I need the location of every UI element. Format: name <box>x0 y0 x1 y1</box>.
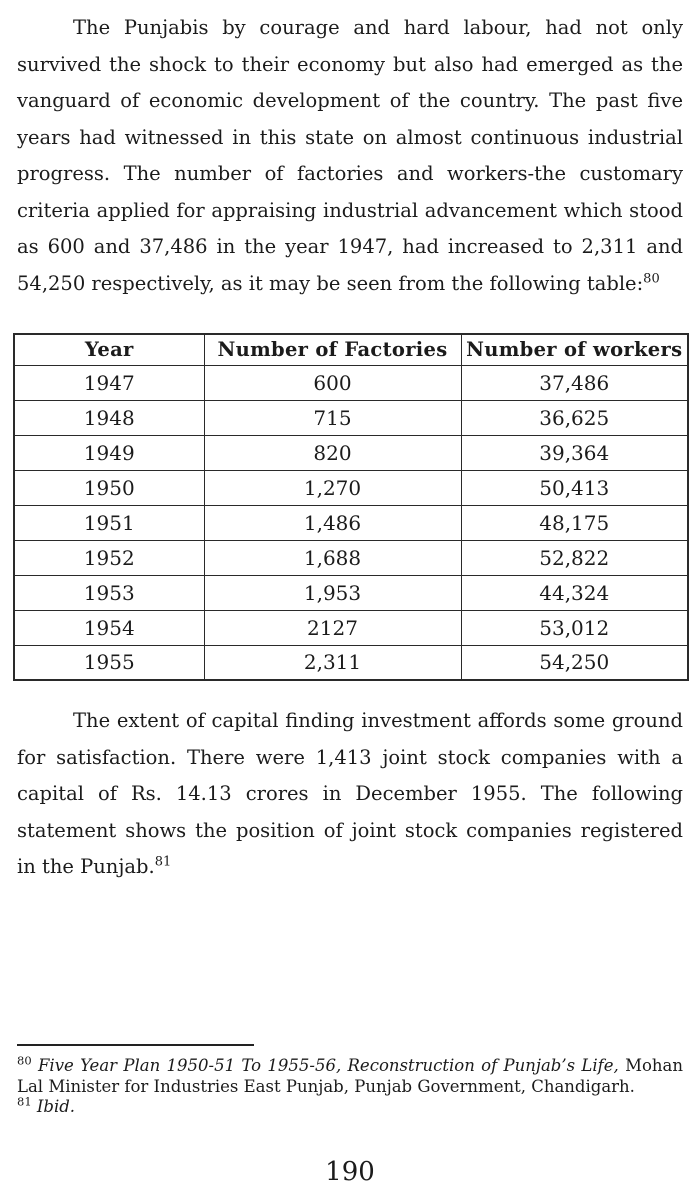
table-row <box>14 575 688 610</box>
footnote-ref-81: 81 <box>154 854 172 870</box>
cell-workers: 48,175 <box>461 505 688 540</box>
table-row <box>14 435 688 470</box>
cell-workers: 39,364 <box>461 435 688 470</box>
footnote-ref-80: 80 <box>643 271 660 286</box>
footnote-marker: 81 <box>17 1094 32 1109</box>
cell-workers: 50,413 <box>461 470 688 505</box>
cell-factories: 1,270 <box>204 470 461 505</box>
cell-factories: 1,688 <box>204 540 461 575</box>
cell-factories: 715 <box>204 400 461 435</box>
cell-year: 1953 <box>14 575 204 610</box>
cell-year: 1954 <box>14 610 204 645</box>
page-number: 190 <box>325 1157 375 1187</box>
table-row <box>14 610 688 645</box>
paragraph-industrial-progress <box>17 10 683 302</box>
column-header-year: Year <box>14 334 204 365</box>
table-header-row <box>14 334 688 365</box>
footnote-citation-regular: Mohan Lal Minister for Industries East Punjab, Punjab Government, Chandigarh. <box>17 1056 684 1096</box>
cell-factories: 2127 <box>204 610 461 645</box>
footnote-citation-italic: Five Year Plan 1950-51 To 1955-56, Reconstruction of Punjab’s Life, <box>37 1056 619 1075</box>
cell-year: 1951 <box>14 505 204 540</box>
table-row <box>14 470 688 505</box>
cell-workers: 44,324 <box>461 575 688 610</box>
paragraph-text: The Punjabis by courage and hard labour, had not only survived the shock to their economy but also had emerged as the vanguard of economic development of the country. The past five years had witnessed in this state on almost continuous industrial progress. The number of factories and workers-the customary criteria applied for appraising industrial advancement which stood as 600 and 37,486 in the year 1947, had increased to 2,311 and 54,250 respectively, as it may be seen from the following table: <box>17 16 683 295</box>
cell-factories: 2,311 <box>204 645 461 680</box>
cell-year: 1950 <box>14 470 204 505</box>
table-row <box>14 400 688 435</box>
footnote-citation-italic: Ibid. <box>36 1097 76 1116</box>
cell-year: 1952 <box>14 540 204 575</box>
table-row <box>14 540 688 575</box>
table-row <box>14 505 688 540</box>
cell-year: 1949 <box>14 435 204 470</box>
cell-factories: 1,953 <box>204 575 461 610</box>
cell-workers: 52,822 <box>461 540 688 575</box>
cell-year: 1955 <box>14 645 204 680</box>
column-header-workers: Number of workers <box>461 334 688 365</box>
footnote-81 <box>17 1094 683 1118</box>
cell-factories: 820 <box>204 435 461 470</box>
footnote-separator <box>17 1044 254 1046</box>
cell-workers: 36,625 <box>461 400 688 435</box>
footnote-marker: 80 <box>17 1053 32 1068</box>
footnote-80 <box>17 1053 684 1097</box>
paragraph-joint-stock <box>17 703 683 886</box>
table-row <box>14 645 688 680</box>
table-row <box>14 365 688 400</box>
column-header-factories: Number of Factories <box>204 334 461 365</box>
factories-workers-table <box>13 333 689 681</box>
cell-workers: 53,012 <box>461 610 688 645</box>
cell-year: 1947 <box>14 365 204 400</box>
cell-factories: 1,486 <box>204 505 461 540</box>
paragraph-text: The extent of capital finding investment affords some ground for satisfaction. There were 1,413 joint stock companies with a capital of Rs. 14.13 crores in December 1955. The following statement shows the position of joint stock companies registered in the Punjab. <box>17 709 683 878</box>
footnotes-section <box>17 1044 683 1118</box>
cell-year: 1948 <box>14 400 204 435</box>
cell-factories: 600 <box>204 365 461 400</box>
cell-workers: 54,250 <box>461 645 688 680</box>
cell-workers: 37,486 <box>461 365 688 400</box>
